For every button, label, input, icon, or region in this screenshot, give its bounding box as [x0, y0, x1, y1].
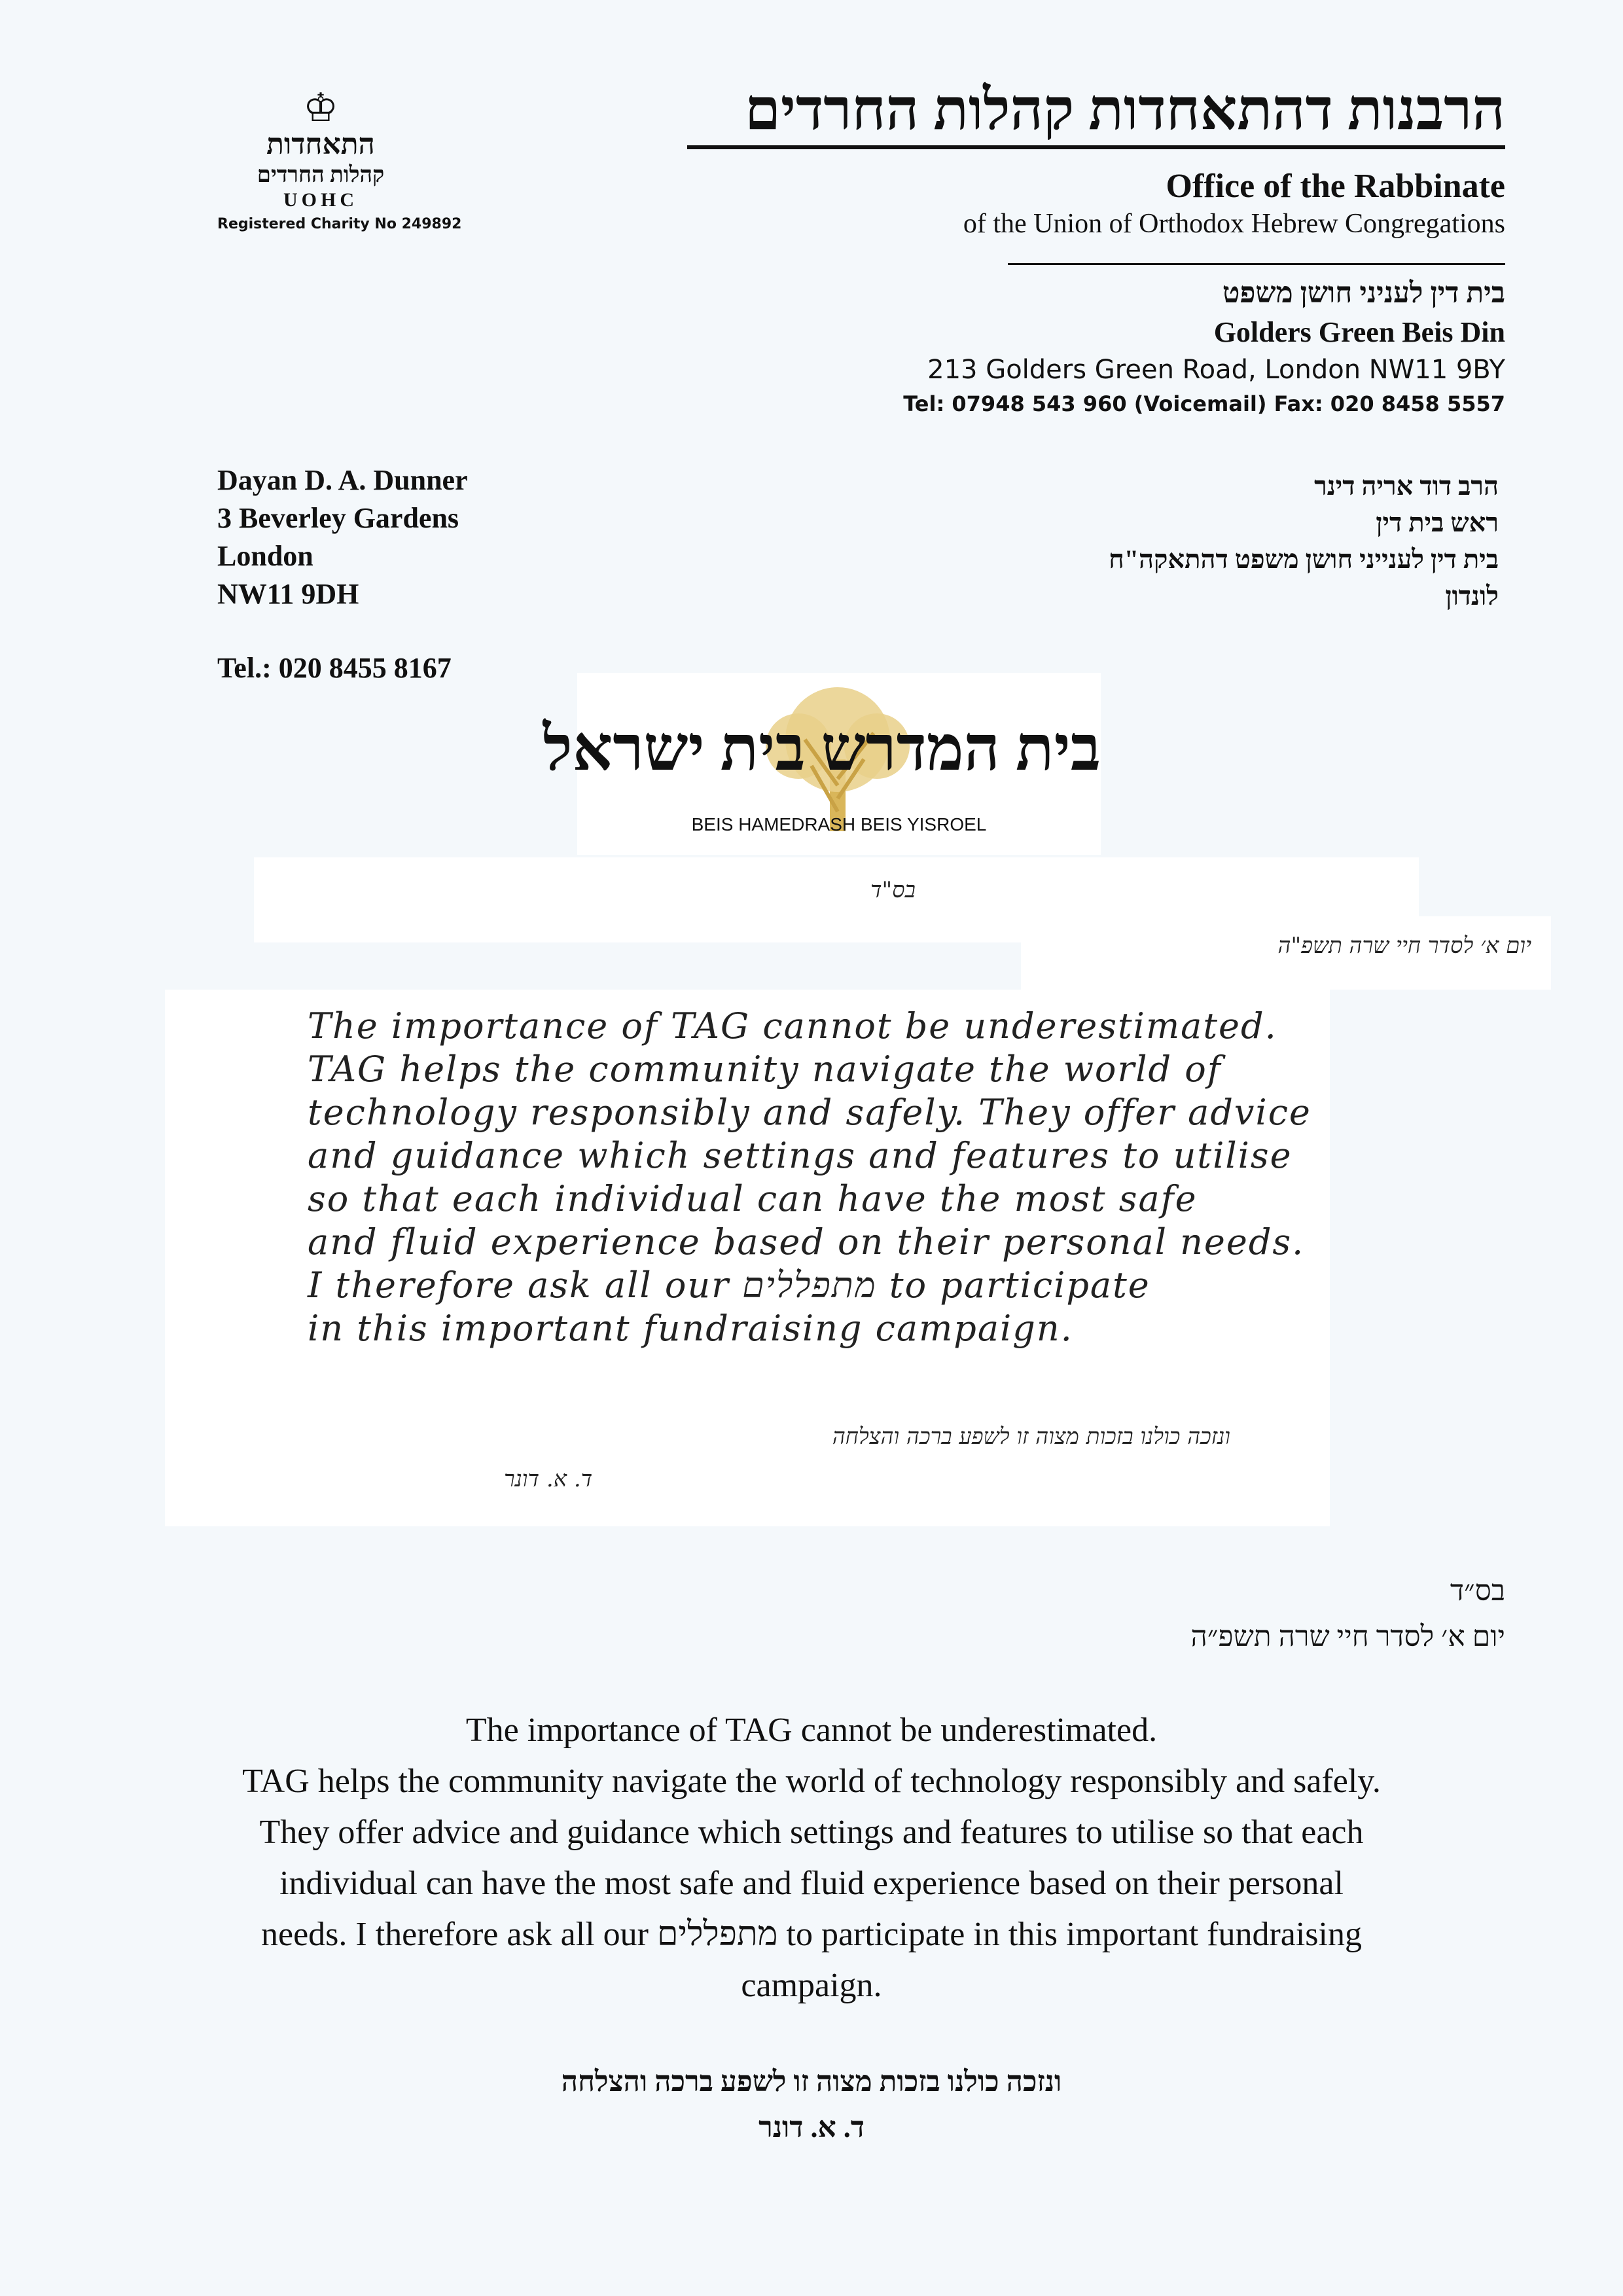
typed-date: יום א׳ לסדר חיי שרה תשפ״ה — [1190, 1621, 1505, 1653]
handwritten-line: in this important fundraising campaign. — [308, 1308, 1073, 1349]
hebrew-address — [1109, 468, 1499, 615]
logo-line-1: התאחדות — [266, 128, 375, 160]
typed-signature: ד. א. דונר — [758, 2111, 865, 2144]
handwritten-line: TAG helps the community navigate the world of — [308, 1049, 1222, 1090]
typed-line: The importance of TAG cannot be underestimated. — [465, 1712, 1158, 1749]
hebrew-address-line: הרב דוד אריה דינר — [1314, 471, 1499, 501]
typed-bsd: בס״ד — [1450, 1575, 1505, 1607]
handwritten-bsd: בס"ד — [870, 877, 916, 903]
logo-line-3: UOHC — [283, 189, 358, 211]
hebrew-title: הרבנות דהתאחדות קהלות החרדים — [744, 79, 1505, 142]
handwritten-line: technology responsibly and safely. They offer advice — [308, 1092, 1311, 1133]
handwritten-line: so that each individual can have the most safe — [308, 1178, 1198, 1219]
beis-din-name: Golders Green Beis Din — [1213, 316, 1505, 348]
sender-line: 3 Beverley Gardens — [217, 502, 459, 534]
beis-hamedrash-english: BEIS HAMEDRASH BEIS YISROEL — [691, 814, 987, 834]
logo-line-2: קהלות החרדים — [257, 163, 385, 187]
sender-line: NW11 9DH — [217, 578, 359, 610]
handwritten-line: The importance of TAG cannot be underestimated. — [308, 1005, 1277, 1047]
charity-number: Registered Charity No 249892 — [217, 216, 462, 232]
subtitle-divider — [1008, 263, 1505, 265]
uohc-logo — [209, 88, 432, 211]
handwritten-date: יום א׳ לסדר חיי שרה תשפ"ה — [1277, 933, 1531, 959]
typed-line: They offer advice and guidance which settings and features to utilise so that each — [259, 1814, 1364, 1851]
sender-line: Dayan D. A. Dunner — [217, 464, 468, 496]
handwritten-body — [308, 1005, 1311, 1350]
crown-icon: ♔ — [303, 86, 338, 130]
title-divider — [687, 145, 1505, 149]
typed-body — [118, 1705, 1505, 2011]
sender-tel: Tel.: 020 8455 8167 — [217, 652, 452, 684]
typed-closing: ונזכה כולנו בזכות מצוה זו לשפע ברכה והצלחה — [561, 2066, 1062, 2098]
beis-din-hebrew: בית דין לעניני חושן משפט — [1222, 277, 1505, 309]
sender-address — [217, 461, 468, 613]
typed-line: individual can have the most safe and fluid experience based on their personal — [279, 1865, 1344, 1902]
hebrew-address-line: ראש בית דין — [1376, 508, 1499, 537]
sender-line: London — [217, 540, 313, 572]
beis-din-address: 213 Golders Green Road, London NW11 9BY — [927, 355, 1505, 385]
typed-line: needs. I therefore ask all our מתפללים to participate in this important fundraising — [261, 1916, 1362, 1953]
handwritten-line: I therefore ask all our מתפללים to participate — [308, 1265, 1150, 1306]
handwritten-line: and guidance which settings and features to utilise — [308, 1135, 1293, 1176]
beis-hamedrash-hebrew: בית המדרש בית ישראל — [543, 713, 1101, 783]
union-subtitle: of the Union of Orthodox Hebrew Congregations — [963, 209, 1505, 239]
handwritten-signature: ד. א. דונר — [504, 1466, 593, 1492]
beis-din-tel: Tel: 07948 543 960 (Voicemail) Fax: 020 8458 5557 — [903, 391, 1505, 416]
handwritten-line: and fluid experience based on their personal needs. — [308, 1221, 1305, 1263]
typed-line: TAG helps the community navigate the world of technology responsibly and safely. — [242, 1763, 1381, 1800]
hebrew-address-line: לונדון — [1445, 581, 1499, 611]
office-title: Office of the Rabbinate — [1166, 168, 1505, 205]
hebrew-address-line: בית דין לענייני חושן משפט דהתאקה"ח — [1109, 545, 1499, 574]
handwritten-closing: ונזכה כולנו בזכות מצוה זו לשפע ברכה והצלחה — [832, 1424, 1230, 1450]
typed-line: campaign. — [741, 1967, 882, 2004]
